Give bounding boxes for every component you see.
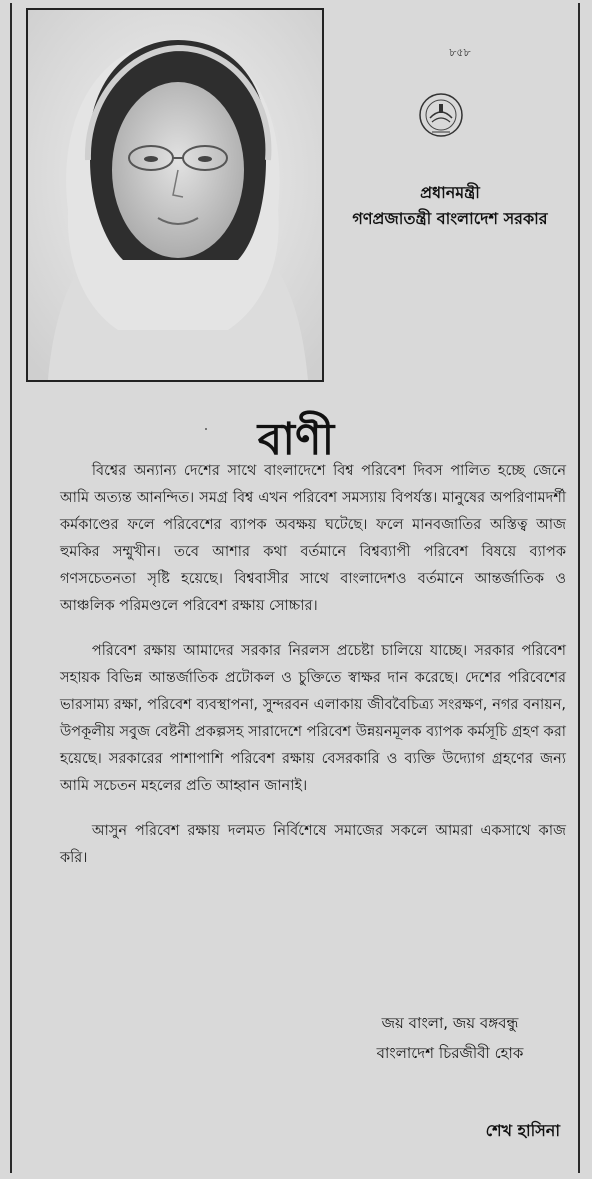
office-line-1: প্রধানমন্ত্রী [420,183,480,202]
message-heading: বাণী [257,414,335,465]
government-seal-icon [418,92,464,138]
portrait-photo [26,8,324,382]
page-number: ৮৫৮ [449,46,471,59]
paragraph-3: আসুন পরিবেশ রক্ষায় দলমত নির্বিশেষে সমাজের সকলে আমরা একসাথে কাজ করি। [60,823,566,866]
closing-slogan-1: জয় বাংলা, জয় বঙ্গবন্ধু [381,1014,519,1032]
closing-slogan-2: বাংলাদেশ চিরজীবী হোক [376,1044,524,1062]
signatory-name: শেখ হাসিনা [485,1121,560,1140]
office-line-2: গণপ্রজাতন্ত্রী বাংলাদেশ সরকার [352,209,548,228]
message-body [60,458,566,890]
paragraph-1: বিশ্বের অন্যান্য দেশের সাথে বাংলাদেশে বিশ্ব পরিবেশ দিবস পালিত হচ্ছে জেনে আমি অত্যন্ত আনন্দিত। সমগ্র বিশ্ব এখন পরিবেশ সমস্যায় বিপর্যস্ত। মানুষের অপরিণামদর্শী কর্মকাণ্ডের ফলে পরিবেশের ব্যাপক অবক্ষয় ঘটেছে। ফলে মানবজাতির অস্তিত্ব আজ হুমকির সম্মুখীন। তবে আশার কথা বর্তমানে বিশ্বব্যাপী পরিবেশ বিষয়ে ব্যাপক গণসচেতনতা সৃষ্টি হয়েছে। বিশ্ববাসীর সাথে বাংলাদেশও বর্তমানে আন্তর্জাতিক ও আঞ্চলিক পরিমণ্ডলে পরিবেশ রক্ষায় সোচ্চার। [60,463,566,614]
paragraph-2: পরিবেশ রক্ষায় আমাদের সরকার নিরলস প্রচেষ্টা চালিয়ে যাচ্ছে। সরকার পরিবেশ সহায়ক বিভিন্ন আন্তর্জাতিক প্রটোকল ও চুক্তিতে স্বাক্ষর দান করেছে। দেশের পরিবেশের ভারসাম্য রক্ষা, পরিবেশ ব্যবস্থাপনা, সুন্দরবন এলাকায় জীববৈচিত্র্য সংরক্ষণ, নগর বনায়ন, উপকূলীয় সবুজ বেষ্টনী প্রকল্পসহ সারাদেশে পরিবেশ উন্নয়নমূলক ব্যাপক কর্মসূচি গ্রহণ করা হয়েছে। সরকারের পাশাপাশি পরিবেশ রক্ষায় বেসরকারি ও ব্যক্তি উদ্যোগ গ্রহণের জন্য আমি সচেতন মহলের প্রতি আহ্বান জানাই। [60,643,566,794]
office-title [330,180,570,232]
